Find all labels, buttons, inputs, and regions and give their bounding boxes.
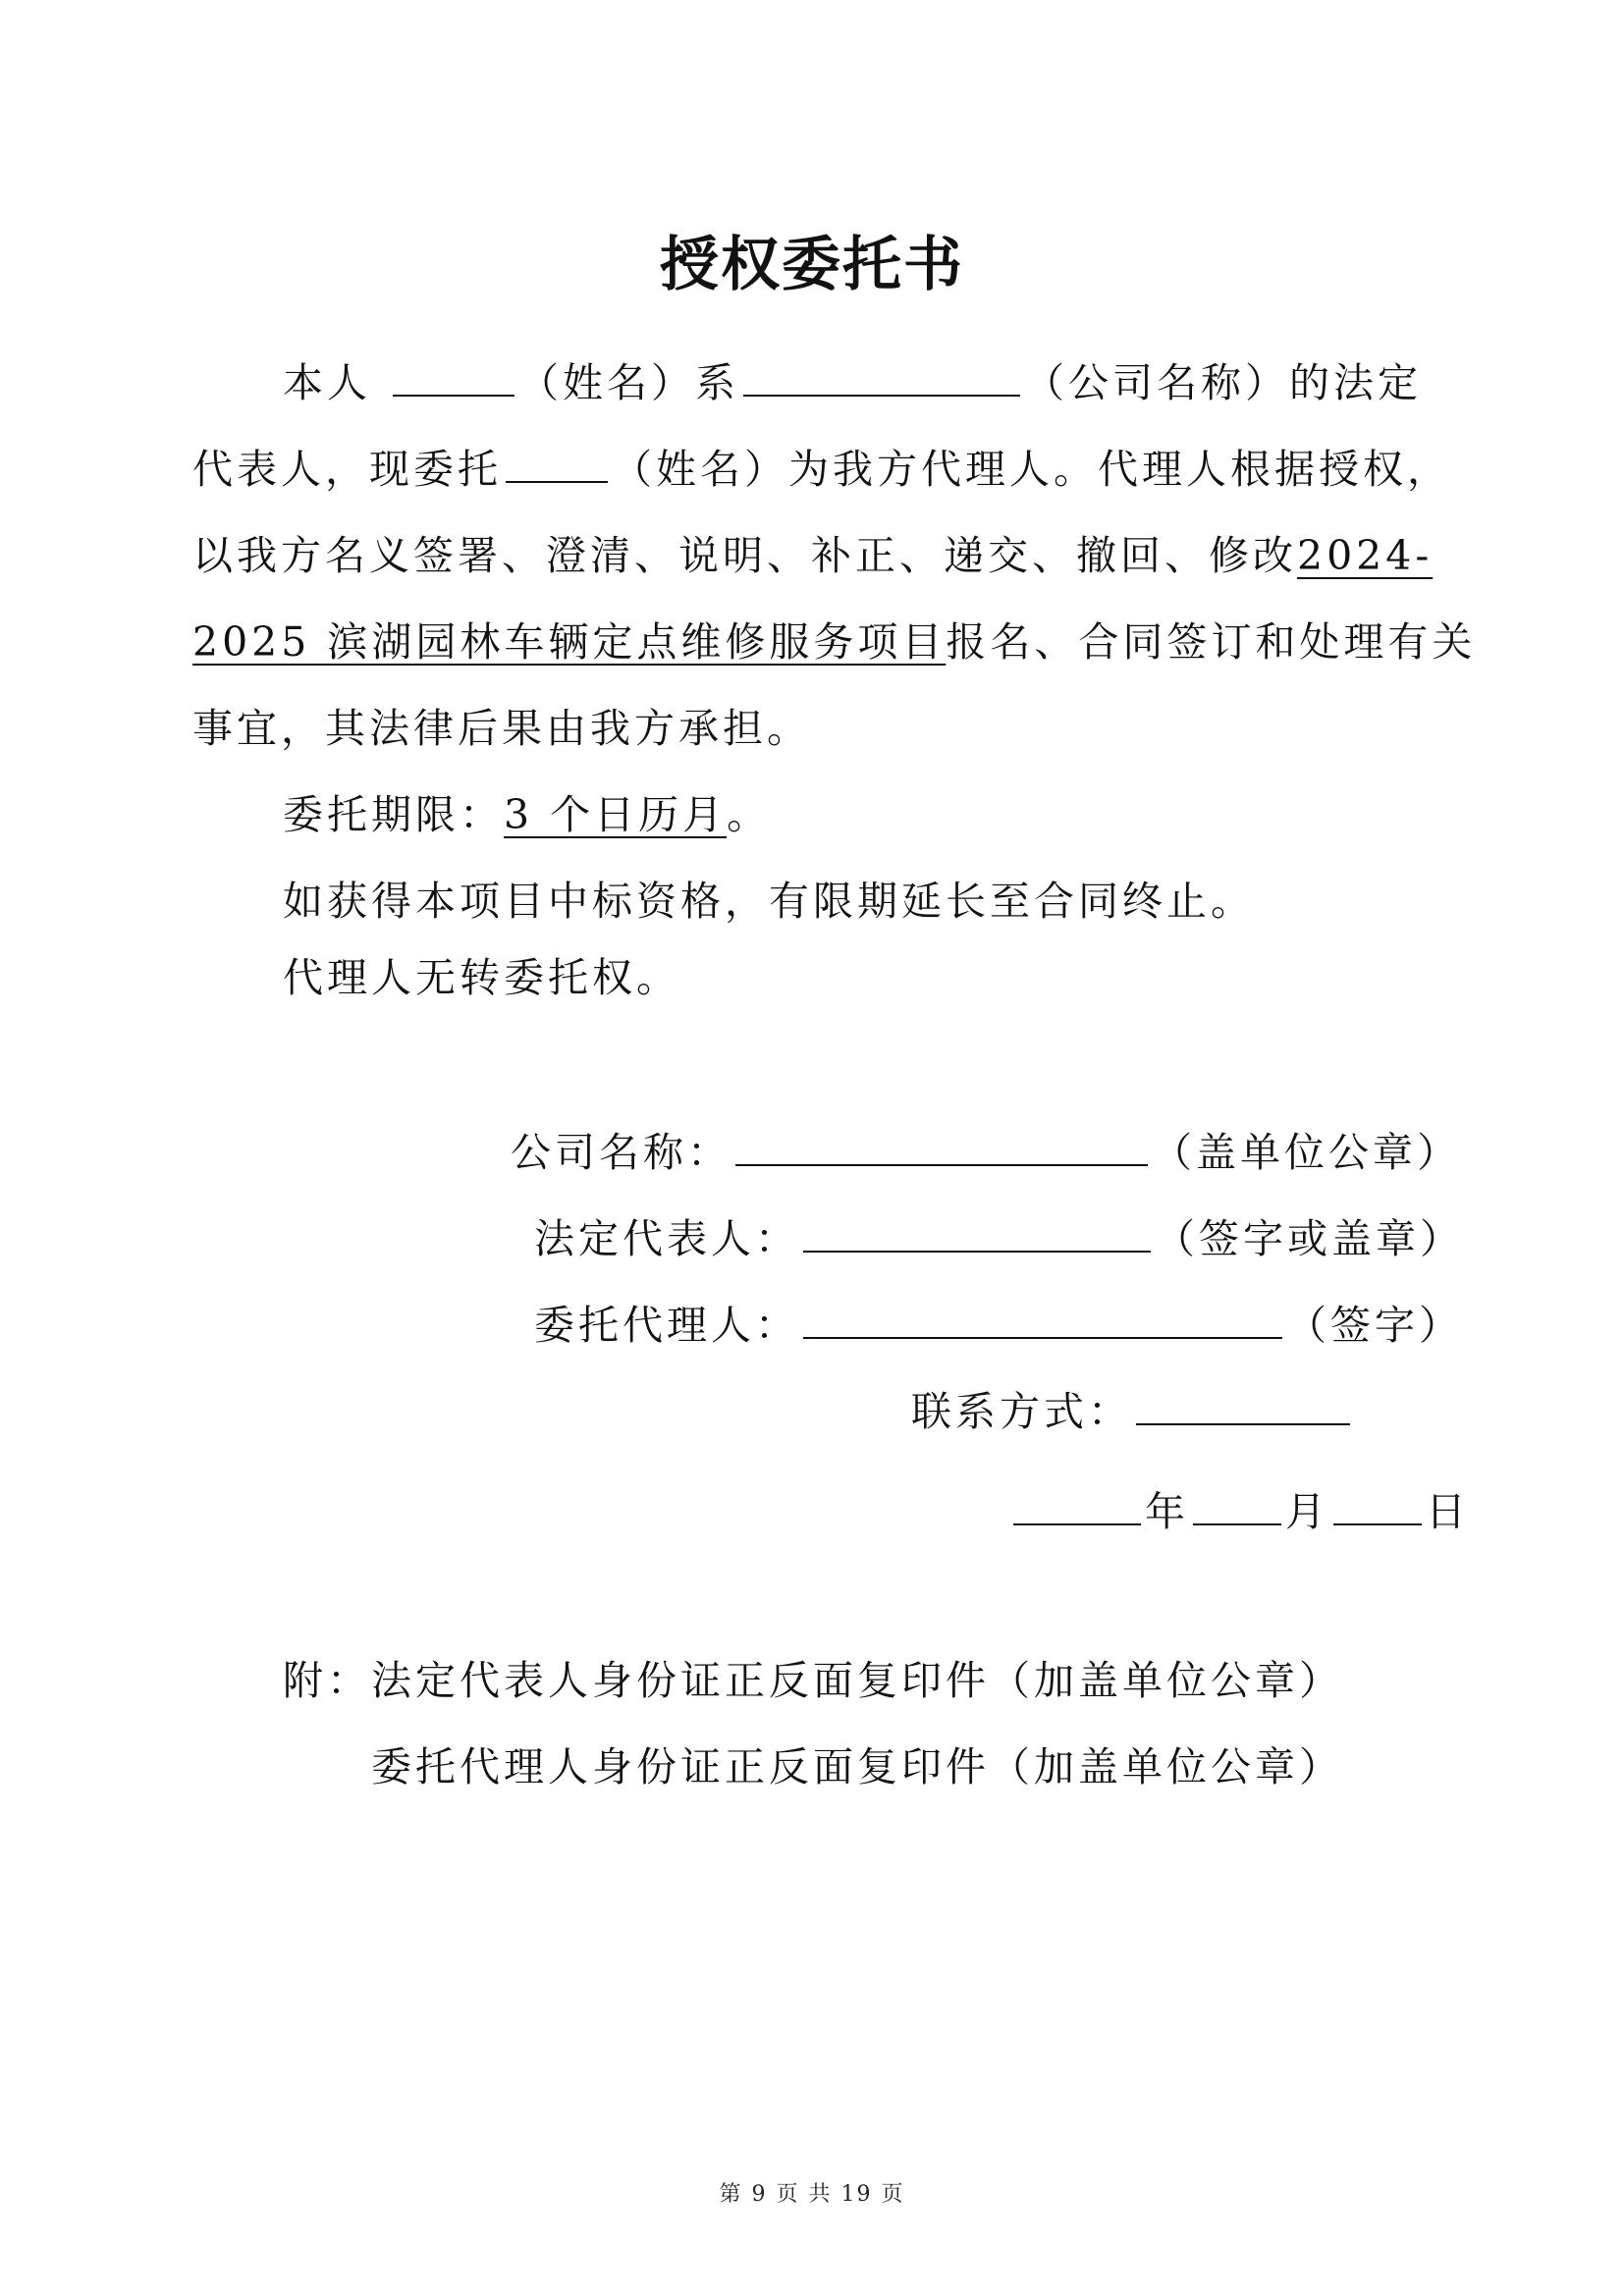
text-segment: 事宜，其法律后果由我方承担。 [192,705,811,752]
extension-line [283,872,1255,931]
text-segment: 报名、合同签订和处理有关 [946,618,1477,666]
company-signature-blank [735,1123,1148,1166]
company-blank [743,353,1020,397]
day-blank [1333,1482,1422,1525]
agent-note: （签字） [1286,1302,1463,1349]
term-value: 3 个日历月 [504,791,728,838]
project-name-part2: 2025 滨湖园林车辆定点维修服务项目 [192,618,947,666]
text-segment: （姓名）系 [518,359,739,406]
name-blank [393,353,514,397]
attachment-prefix: 附： [283,1657,371,1704]
agent-label: 委托代理人： [534,1302,799,1349]
year-label: 年 [1145,1488,1189,1535]
agent-signature-line [534,1296,1463,1355]
document-title: 授权委托书 [660,231,964,299]
contact-line [911,1382,1354,1441]
extension-text: 如获得本项目中标资格，有限期延长至合同终止。 [283,878,1255,925]
attachment-line-2 [371,1737,1343,1796]
company-signature-line [511,1123,1461,1182]
agent-signature-blank [803,1296,1282,1339]
year-blank [1013,1482,1141,1525]
term-end: 。 [727,791,772,838]
paragraph-line-1 [283,353,1422,412]
text-segment: 代表人，现委托 [192,446,502,493]
contact-label: 联系方式： [911,1388,1132,1435]
paragraph-line-5 [192,699,811,758]
project-name-part1: 2024- [1297,532,1434,579]
page-number-footer: 第 9 页 共 19 页 [719,2182,905,2207]
contact-blank [1136,1382,1350,1425]
legal-rep-signature-blank [803,1209,1151,1253]
term-label: 委托期限： [283,791,504,838]
text-segment: （姓名）为我方代理人。代理人根据授权， [612,446,1451,493]
month-blank [1193,1482,1281,1525]
no-subdelegation-text: 代理人无转委托权。 [283,954,680,1001]
agent-name-blank [506,440,608,483]
no-subdelegation-line [283,948,680,1007]
company-label: 公司名称： [511,1129,731,1176]
attachment-item-2: 委托代理人身份证正反面复印件（加盖单位公章） [371,1743,1343,1790]
attachment-line-1 [283,1651,1343,1710]
day-label: 日 [1426,1488,1470,1535]
text-segment: （公司名称）的法定 [1024,359,1422,406]
company-note: （盖单位公章） [1152,1129,1461,1176]
attachment-item-1: 法定代表人身份证正反面复印件（加盖单位公章） [371,1657,1343,1704]
legal-rep-label: 法定代表人： [534,1215,799,1262]
term-line [283,785,771,844]
paragraph-line-2 [192,440,1451,499]
paragraph-line-4 [192,613,1476,671]
legal-rep-note: （签字或盖章） [1155,1215,1464,1262]
month-label: 月 [1285,1488,1329,1535]
legal-rep-signature-line [534,1209,1464,1268]
paragraph-line-3 [192,526,1433,585]
date-line [1009,1482,1470,1541]
text-segment: 以我方名义签署、澄清、说明、补正、递交、撤回、修改 [192,532,1297,579]
text-segment: 本人 [283,359,371,406]
